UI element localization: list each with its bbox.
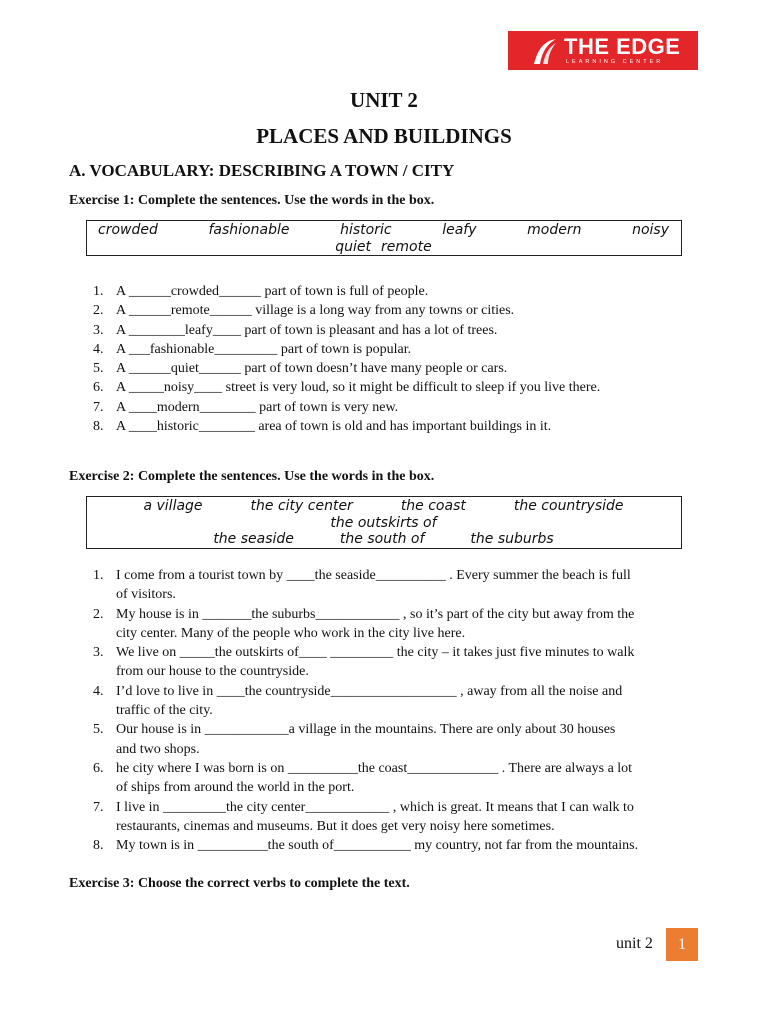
list-item: 7. I live in _________the city center____________ , which is great. It means that I can walk to restaurants, cinemas and museums. But it does get very noisy here sometimes. <box>93 799 634 834</box>
word: fashionable <box>208 222 290 238</box>
word-box-row <box>87 515 681 532</box>
word: remote <box>381 238 432 255</box>
word: modern <box>527 222 582 238</box>
footer-unit-label: unit 2 <box>616 935 653 952</box>
logo-subtitle: LEARNING CENTER <box>566 59 664 65</box>
word: a village <box>143 498 203 514</box>
list-item: 8. A ____historic________ area of town is old and has important buildings in it. <box>93 419 552 435</box>
exercise-2-list <box>0 566 700 855</box>
word: historic <box>340 222 392 238</box>
word: crowded <box>98 222 158 238</box>
word-box-row <box>87 239 681 256</box>
word: quiet <box>335 238 372 255</box>
word-box-row <box>87 222 681 239</box>
word: the seaside <box>213 531 294 547</box>
list-item: 8. My town is in __________the south of___________ my country, not far from the mountains. <box>93 838 639 854</box>
word: the outskirts of <box>330 514 437 531</box>
word-box-row <box>87 498 681 515</box>
exercise-1-list <box>0 282 700 436</box>
logo-title: THE EDGE <box>564 34 681 59</box>
unit-title: UNIT 2 <box>350 88 418 112</box>
road-swoosh-icon <box>530 37 558 65</box>
section-heading: A. VOCABULARY: DESCRIBING A TOWN / CITY <box>69 161 455 180</box>
exercise-2-word-box <box>86 496 682 549</box>
list-item: 5. Our house is in ____________a village in the mountains. There are only about 30 houses and two shops. <box>93 722 616 757</box>
word: the south of <box>339 531 425 547</box>
list-item: 1. A ______crowded______ part of town is full of people. <box>93 284 429 299</box>
word: the coast <box>400 498 466 514</box>
list-item: 4. I’d love to live in ____the countryside__________________ , away from all the noise and traffic of the city. <box>93 683 623 719</box>
word: the countryside <box>513 498 624 514</box>
exercise-3-title: Exercise 3: Choose the correct verbs to complete the text. <box>69 876 410 891</box>
list-item: 6. A _____noisy____ street is very loud, so it might be difficult to sleep if you live there. <box>93 380 601 396</box>
list-item: 6. he city where I was born is on __________the coast_____________ . There are always a lot of ships from around the world in the port. <box>93 760 633 796</box>
word: the city center <box>250 498 353 514</box>
list-item: 2. A ______remote______ village is a long way from any towns or cities. <box>93 303 515 319</box>
list-item: 1. I come from a tourist town by ____the seaside__________ . Every summer the beach is full of visitors. <box>93 568 631 603</box>
exercise-1-word-box <box>86 220 682 256</box>
list-item: 3. A ________leafy____ part of town is pleasant and has a lot of trees. <box>93 322 498 338</box>
list-item: 7. A ____modern________ part of town is very new. <box>93 399 399 415</box>
list-item: 3. We live on _____the outskirts of____ _________ the city – it takes just five minutes to walk from our house to the countryside. <box>93 645 635 680</box>
exercise-1-title: Exercise 1: Complete the sentences. Use the words in the box. <box>69 193 435 208</box>
exercise-2-title: Exercise 2: Complete the sentences. Use the words in the box. <box>69 469 435 484</box>
list-item: 4. A ___fashionable_________ part of town is popular. <box>93 341 412 357</box>
list-item: 5. A ______quiet______ part of town doesn’t have many people or cars. <box>93 361 508 377</box>
list-item: 2. My house is in _______the suburbs____________ , so it’s part of the city but away from the city center. Many of the people who work in the city live here. <box>93 606 635 641</box>
brand-logo <box>508 31 698 70</box>
word-box-row <box>87 531 681 548</box>
word: leafy <box>442 222 477 238</box>
word: the suburbs <box>470 531 554 547</box>
word: noisy <box>632 222 669 238</box>
unit-subtitle: PLACES AND BUILDINGS <box>256 124 512 148</box>
page-number: 1 <box>666 928 698 961</box>
